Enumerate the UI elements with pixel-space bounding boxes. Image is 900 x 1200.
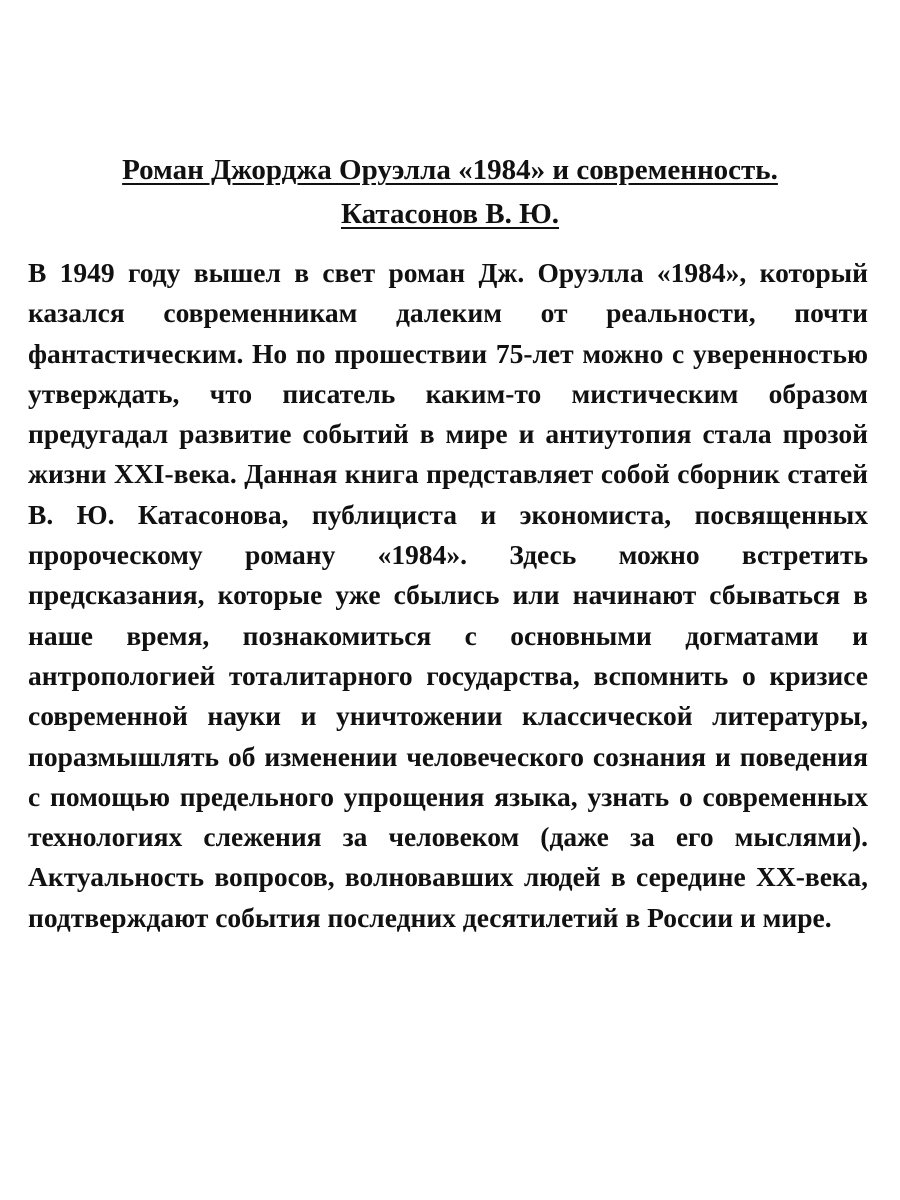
document-title-line-2 xyxy=(20,194,880,234)
document-body-paragraph: В 1949 году вышел в свет роман Дж. Оруэлла «1984», который казался современникам далеким от реальности, почти фантастическим. Но по прошествии 75-лет можно с уверенностью утверждать, что писатель каким-то мистическим образом предугадал развитие событий в мире и антиутопия стала прозой жизни XXI-века. Данная книга представляет собой сборник статей В. Ю. Катасонова, публициста и экономиста, посвященных пророческому роману «1984». Здесь можно встретить предсказания, которые уже сбылись или начинают сбываться в наше время, познакомиться с основными догматами и антропологией тоталитарного государства, вспомнить о кризисе современной науки и уничтожении классической литературы, поразмышлять об изменении человеческого сознания и поведения с помощью предельного упрощения языка, узнать о современных технологиях слежения за человеком (даже за его мыслями). Актуальность вопросов, волновавших людей в середине XX-века, подтверждают события последних десятилетий в России и мире. xyxy=(28,257,868,933)
title-line-1-text: Роман Джорджа Оруэлла «1984» и современность. xyxy=(122,154,778,186)
document-title-line-1 xyxy=(20,150,880,190)
title-author-text: Катасонов В. Ю. xyxy=(340,198,559,230)
